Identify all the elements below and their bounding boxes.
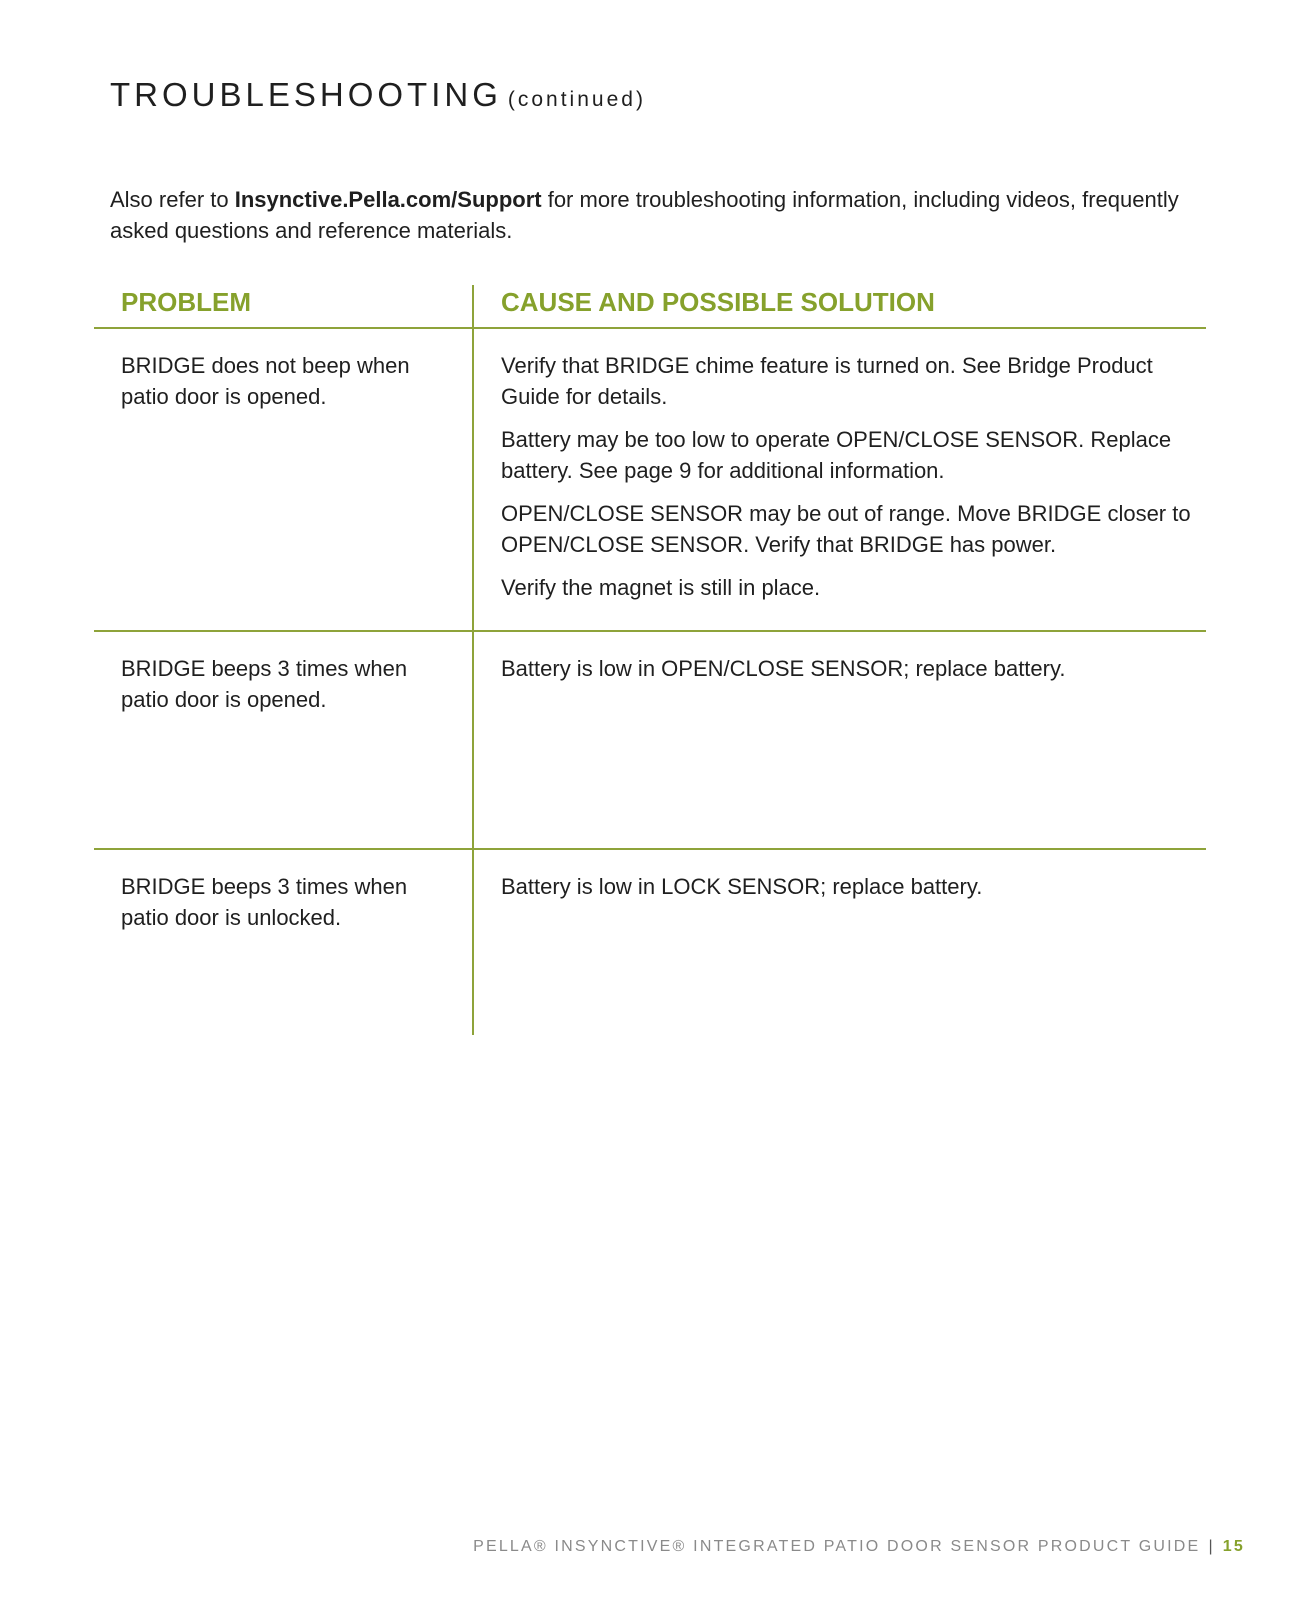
solution-item: Battery is low in OPEN/CLOSE SENSOR; replace battery. (501, 656, 1066, 681)
solution-item: Verify that BRIDGE chime feature is turned on. See Bridge Product Guide for details. (501, 353, 1153, 409)
intro-text-before: Also refer to (110, 187, 235, 212)
table-row-3-solution (501, 871, 1191, 914)
table-row-2-problem: BRIDGE beeps 3 times when patio door is opened. (121, 656, 408, 712)
table-header-rule (94, 327, 1206, 329)
page-footer (473, 1538, 1245, 1556)
table-row-2-solution (501, 653, 1191, 696)
solution-item: Battery may be too low to operate OPEN/CLOSE SENSOR. Replace battery. See page 9 for additional information. (501, 427, 1172, 483)
page-title-subtitle: (continued) (507, 88, 646, 111)
table-row-1-problem: BRIDGE does not beep when patio door is opened. (121, 353, 410, 409)
support-link[interactable]: Insynctive.Pella.com/Support (234, 187, 542, 212)
table-row-1-solution (501, 350, 1191, 615)
table-row-rule (94, 630, 1206, 632)
table-row-3-problem: BRIDGE beeps 3 times when patio door is unlocked. (121, 874, 408, 930)
intro-paragraph (110, 184, 1220, 246)
column-header-solution: CAUSE AND POSSIBLE SOLUTION (501, 287, 935, 317)
solution-item: OPEN/CLOSE SENSOR may be out of range. Move BRIDGE closer to OPEN/CLOSE SENSOR. Verify that BRIDGE has power. (501, 501, 1191, 557)
page-title (110, 76, 646, 114)
footer-title: PELLA® INSYNCTIVE® INTEGRATED PATIO DOOR SENSOR PRODUCT GUIDE (473, 1538, 1201, 1555)
page-title-text: TROUBLESHOOTING (110, 76, 502, 113)
table-column-divider (472, 285, 474, 1035)
page-number: 15 (1222, 1538, 1245, 1555)
solution-item: Verify the magnet is still in place. (501, 575, 821, 600)
table-row-rule (94, 848, 1206, 850)
column-header-problem: PROBLEM (121, 287, 251, 317)
footer-separator: | (1208, 1538, 1215, 1555)
solution-item: Battery is low in LOCK SENSOR; replace battery. (501, 874, 983, 899)
intro-text-after: for more troubleshooting information, including videos, frequently asked questions and reference materials. (110, 187, 1179, 243)
